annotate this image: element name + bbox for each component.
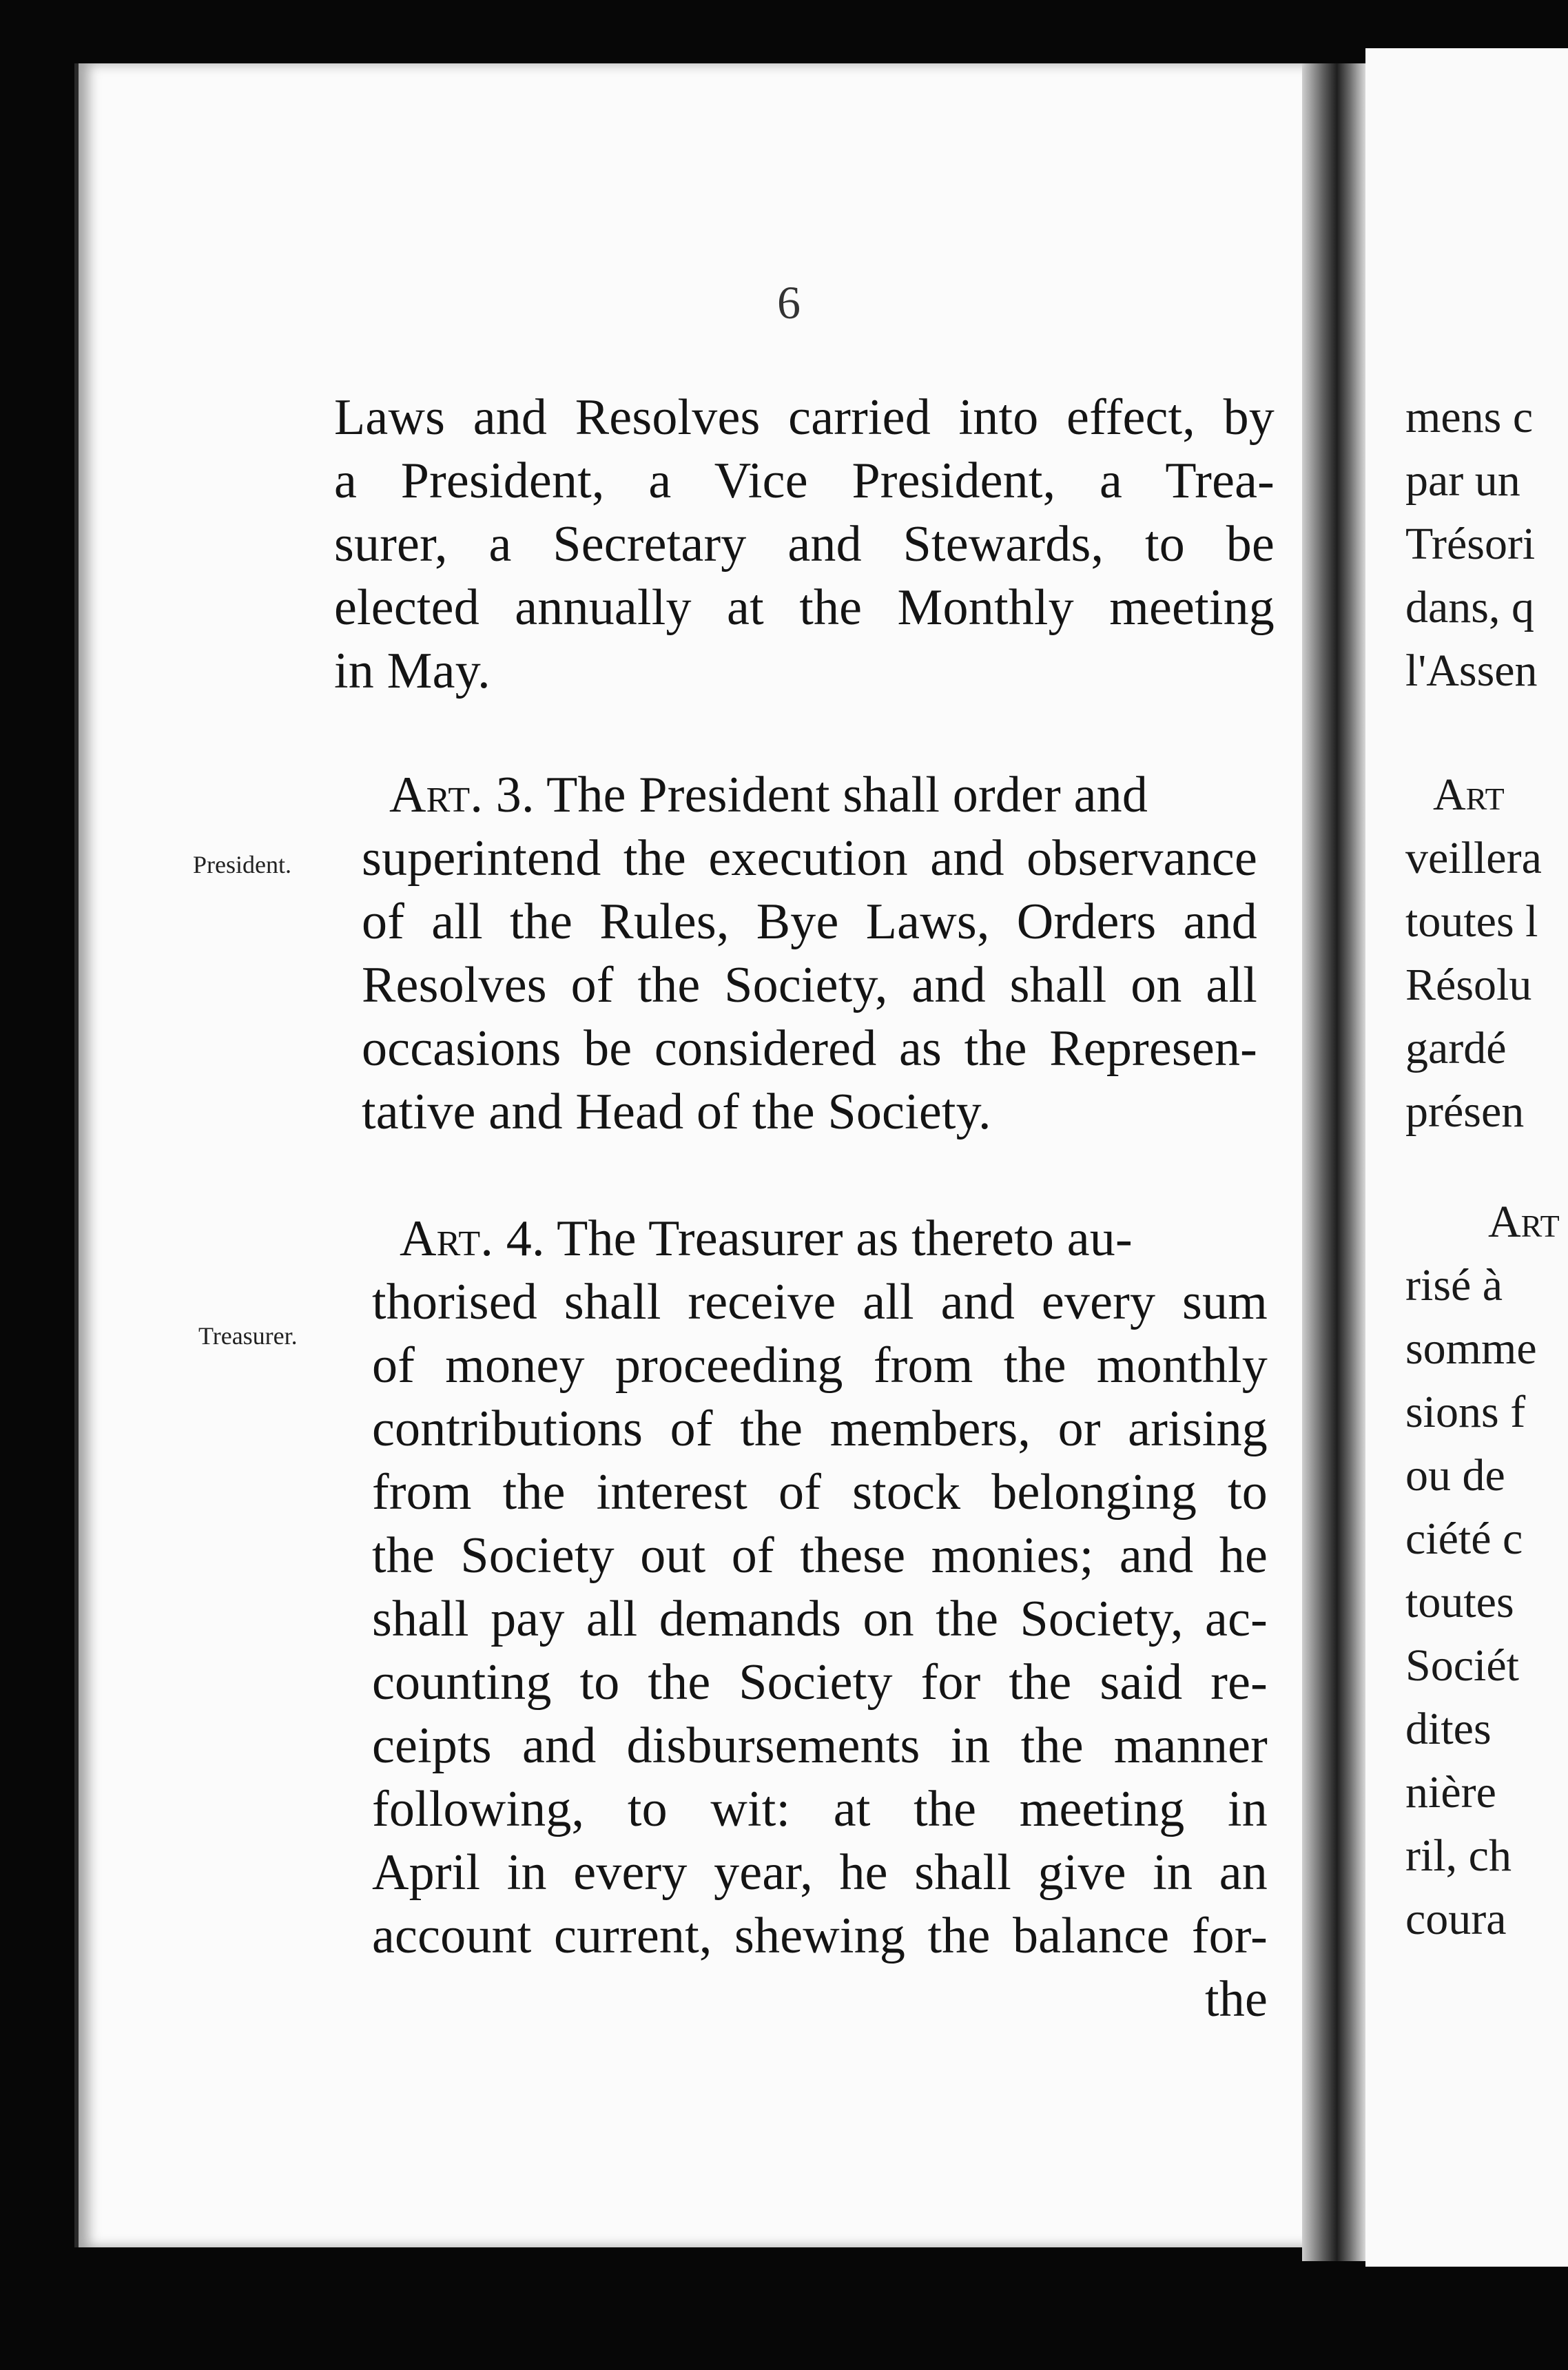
- text-line: shall pay all demands on the Society, ac-: [372, 1591, 1268, 1647]
- text-line: contributions of the members, or arising: [372, 1401, 1268, 1457]
- text-line: Sociét: [1405, 1640, 1519, 1691]
- article-4-first-line: [372, 1207, 1268, 1270]
- text-line: a President, a Vice President, a Trea-: [334, 453, 1275, 509]
- article-number: . 4.: [480, 1210, 545, 1267]
- text-line: coura: [1405, 1894, 1507, 1944]
- text-line: dites: [1405, 1704, 1492, 1754]
- text-line: toutes l: [1405, 896, 1538, 947]
- text-line: Trésori: [1405, 519, 1536, 569]
- article-text: The Treasurer as thereto au-: [557, 1210, 1133, 1267]
- article-text: The President shall order and: [546, 767, 1148, 823]
- text-line: Art: [1433, 770, 1505, 820]
- text-line: par un: [1405, 455, 1520, 506]
- text-line: somme: [1405, 1323, 1537, 1374]
- text-line: elected annually at the Monthly meeting: [334, 579, 1275, 636]
- text-line: dans, q: [1405, 582, 1534, 632]
- catchword: the: [1204, 1971, 1268, 2028]
- text-line: thorised shall receive all and every sum: [372, 1274, 1268, 1330]
- article-4: [372, 1207, 1268, 2031]
- right-page-block-1: [1405, 386, 1538, 703]
- text-line: Résolu: [1405, 960, 1532, 1010]
- text-line: nière: [1405, 1767, 1496, 1817]
- text-line: sions f: [1405, 1387, 1526, 1437]
- text-line: l'Assen: [1405, 646, 1538, 696]
- text-line: risé à: [1405, 1260, 1503, 1310]
- text-line: gardé: [1405, 1023, 1507, 1073]
- text-line: Art: [1488, 1197, 1560, 1247]
- text-line: toutes: [1405, 1577, 1514, 1627]
- margin-note-treasurer: Treasurer.: [198, 1322, 298, 1350]
- text-line: account current, shewing the balance for-: [372, 1908, 1268, 1964]
- text-line: Resolves of the Society, and shall on all: [362, 957, 1257, 1013]
- margin-note-president: President.: [193, 851, 291, 878]
- text-line: counting to the Society for the said re-: [372, 1654, 1268, 1711]
- text-line: following, to wit: at the meeting in: [372, 1781, 1268, 1837]
- text-line: ciété c: [1405, 1514, 1523, 1564]
- text-line: présen: [1405, 1086, 1525, 1137]
- right-page-block-2: [1405, 763, 1542, 1144]
- text-line: mens c: [1405, 392, 1534, 442]
- article-3-first-line: [362, 763, 1257, 827]
- text-line: from the interest of stock belonging to: [372, 1464, 1268, 1521]
- right-page-block-3: [1405, 1191, 1560, 1951]
- text-line: ou de: [1405, 1450, 1505, 1501]
- text-line: surer, a Secretary and Stewards, to be: [334, 516, 1275, 573]
- article-label: Art: [400, 1210, 481, 1267]
- text-line: ril, ch: [1405, 1831, 1512, 1881]
- text-line: occasions be considered as the Represen-: [362, 1020, 1257, 1077]
- text-line: April in every year, he shall give in an: [372, 1844, 1268, 1901]
- text-line: of money proceeding from the monthly: [372, 1337, 1268, 1394]
- continuation-paragraph: [334, 386, 1275, 703]
- article-3: [362, 763, 1257, 1144]
- text-line: ceipts and disbursements in the manner: [372, 1718, 1268, 1774]
- article-label: Art: [389, 767, 471, 823]
- page-number: 6: [777, 276, 801, 329]
- text-line: the Society out of these monies; and he: [372, 1527, 1268, 1584]
- text-line: in May.: [334, 643, 491, 699]
- text-line: veillera: [1405, 833, 1542, 883]
- text-line: Laws and Resolves carried into effect, by: [334, 389, 1275, 446]
- book-gutter: [1302, 63, 1365, 2261]
- article-number: . 3.: [470, 767, 535, 823]
- text-line: tative and Head of the Society.: [362, 1084, 991, 1140]
- text-line: superintend the execution and observance: [362, 830, 1257, 887]
- text-line: of all the Rules, Bye Laws, Orders and: [362, 894, 1257, 950]
